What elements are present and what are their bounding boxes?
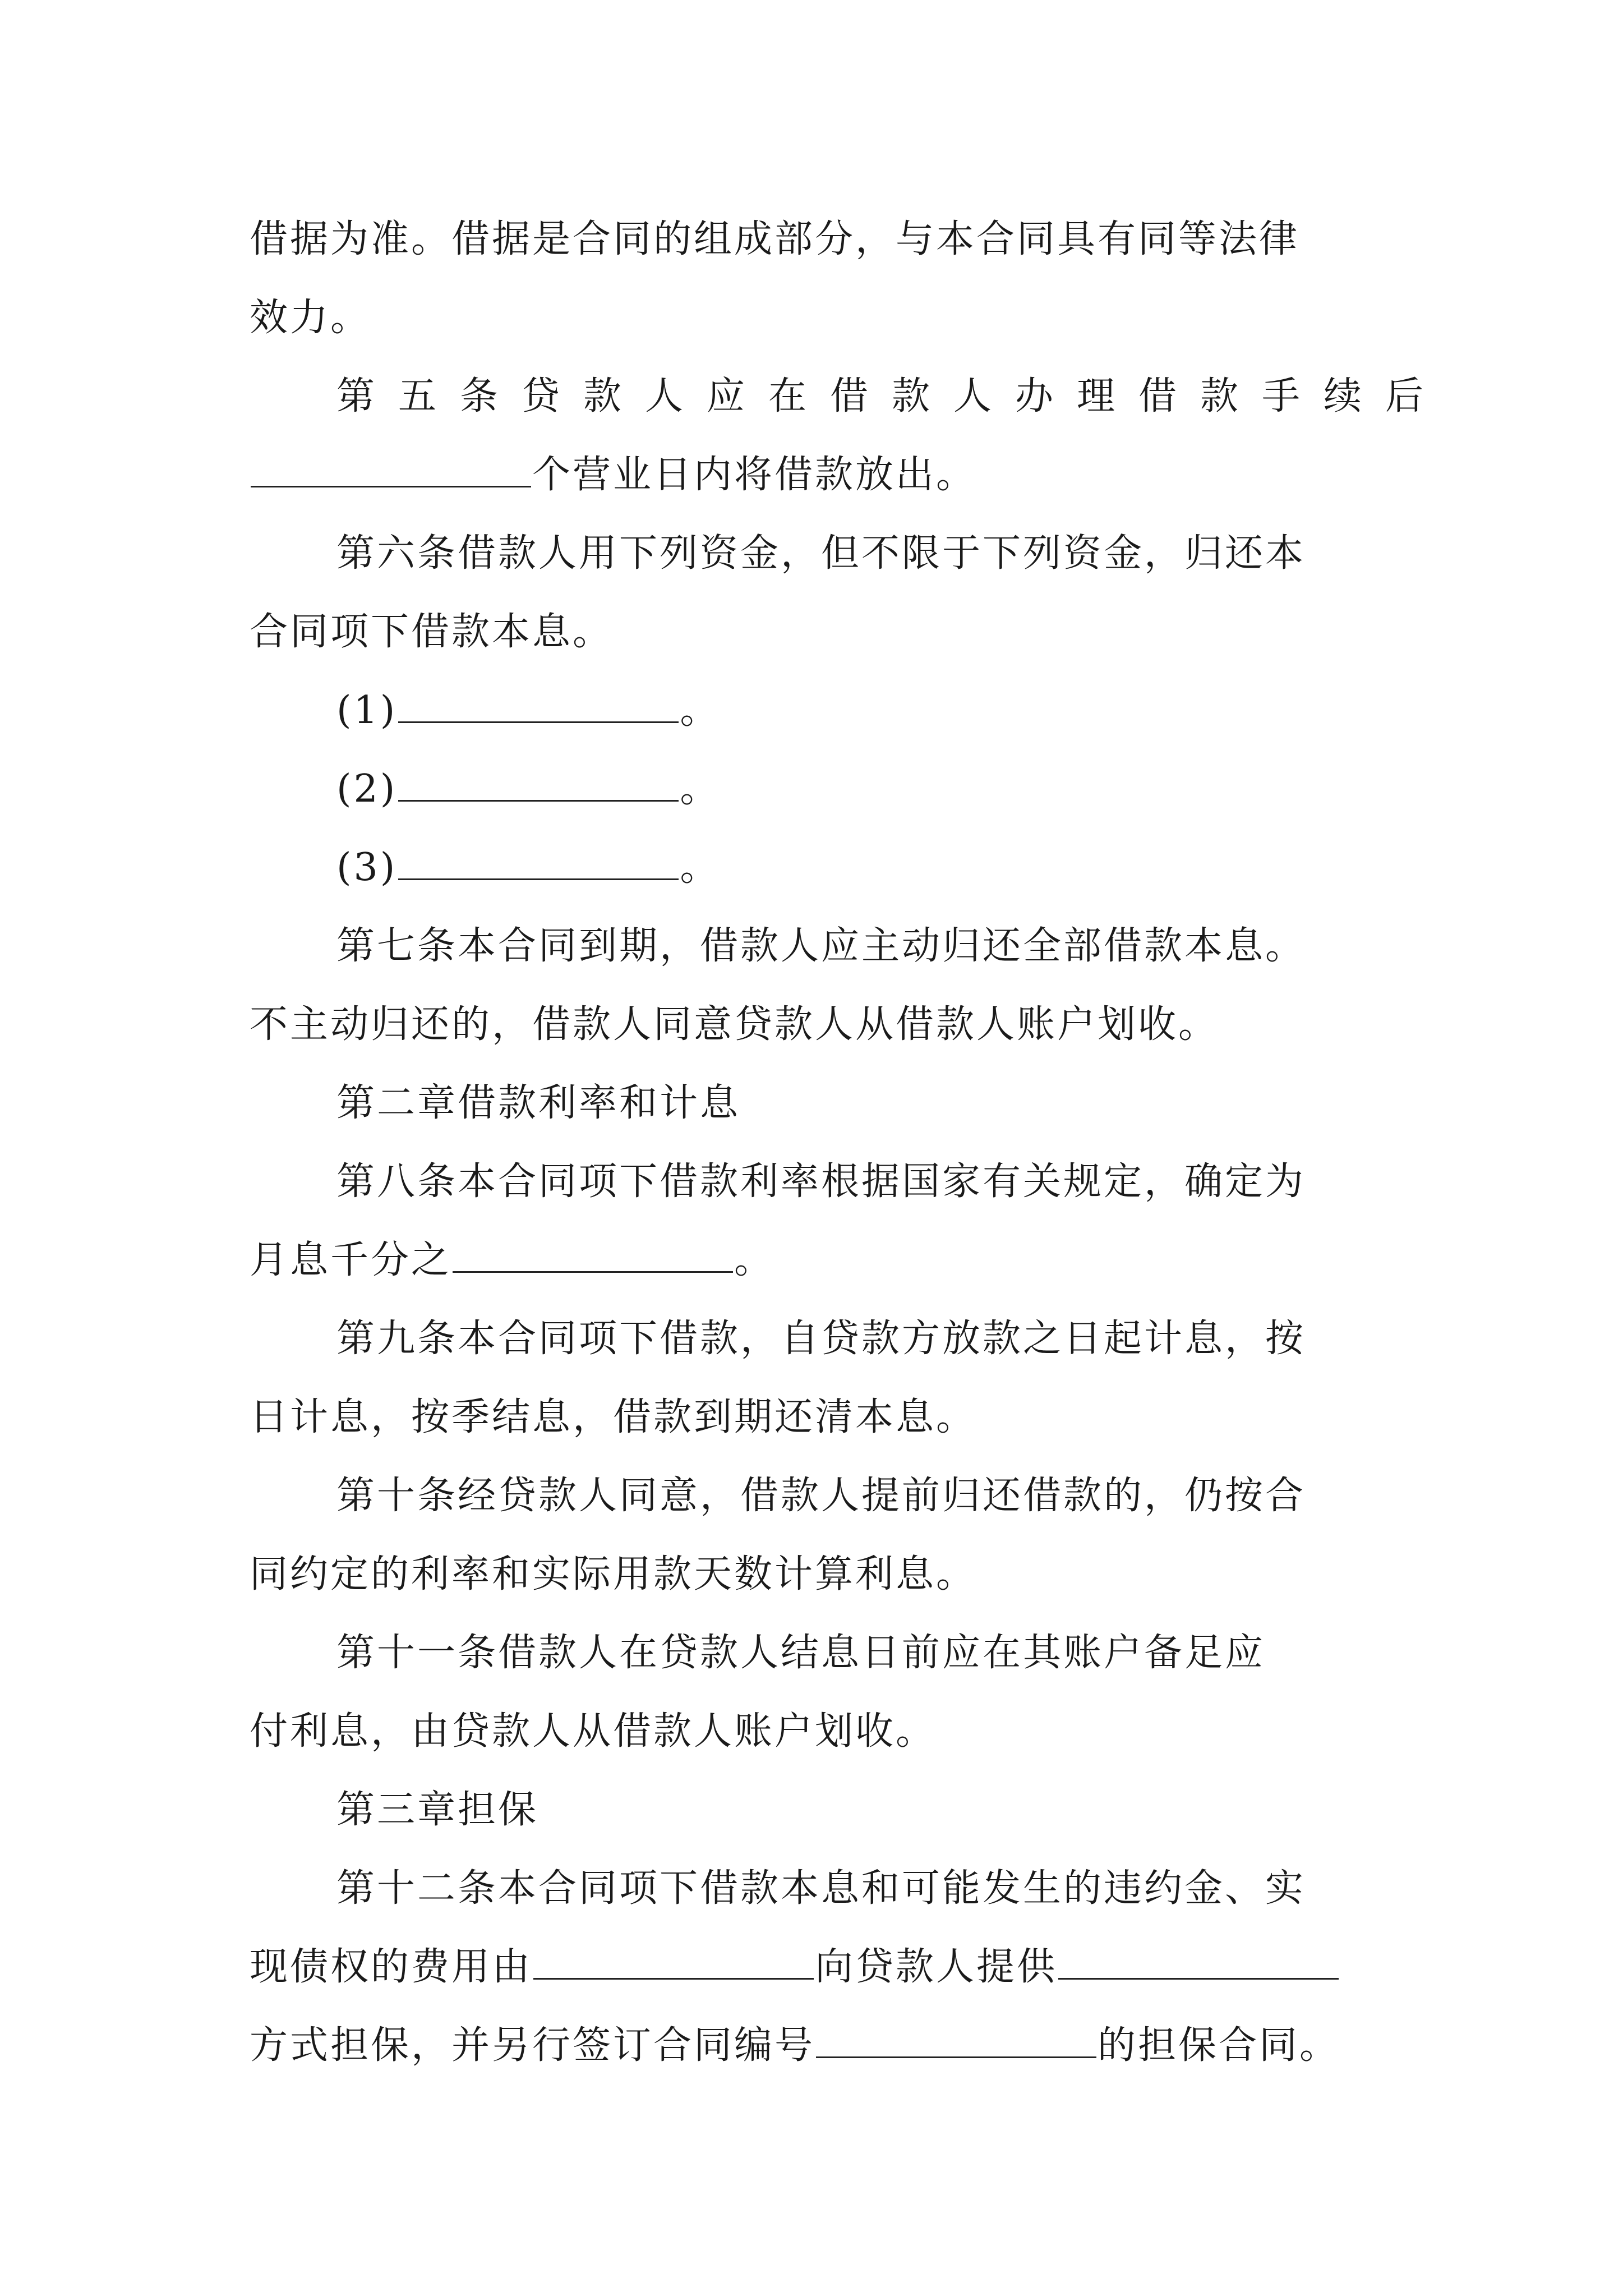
chapter-heading xyxy=(336,1779,1388,1841)
fill-in-blank[interactable] xyxy=(533,1940,814,1980)
text-run: 日计息，按季结息，借款到期还清本息。 xyxy=(250,1395,977,1439)
text-line xyxy=(250,994,1388,1056)
text-line xyxy=(250,1387,1388,1448)
text-run: 向贷款人提供 xyxy=(815,1945,1058,1989)
fill-in-blank[interactable] xyxy=(398,683,679,723)
text-run: 月息千分之 xyxy=(250,1238,452,1282)
chapter-heading xyxy=(336,1073,1388,1134)
text-line xyxy=(336,1858,1388,1920)
text-run: 方式担保，并另行签订合同编号 xyxy=(250,2023,815,2068)
text-line xyxy=(336,523,1388,585)
text-run: 。 xyxy=(680,767,721,811)
text-run: 个营业日内将借款放出。 xyxy=(532,453,977,497)
text-run: 第六条借款人用下列资金，但不限于下列资金，归还本 xyxy=(336,531,1306,576)
text-run: 现债权的费用由 xyxy=(250,1945,533,1989)
text-run: 第十条经贷款人同意，借款人提前归还借款的，仍按合 xyxy=(336,1474,1306,1518)
fill-in-blank[interactable] xyxy=(398,762,679,802)
text-line xyxy=(250,601,1388,663)
list-number: (3) xyxy=(336,845,398,890)
text-line xyxy=(336,1308,1388,1370)
list-number: (2) xyxy=(336,767,398,811)
text-line xyxy=(336,1151,1388,1213)
text-line xyxy=(250,209,1388,270)
text-line xyxy=(336,915,1388,977)
text-line xyxy=(250,287,1388,349)
list-item xyxy=(336,680,1388,742)
text-run: 。 xyxy=(734,1238,775,1282)
list-item xyxy=(336,837,1388,899)
text-line xyxy=(250,1230,1388,1291)
text-line xyxy=(250,2015,1388,2077)
text-line xyxy=(250,1936,1388,1998)
text-run: 。 xyxy=(680,845,721,890)
text-run: 第五条贷款人应在借款人办理借款手续后 xyxy=(336,374,1447,418)
fill-in-blank[interactable] xyxy=(251,448,531,487)
text-run: 。 xyxy=(680,688,721,733)
fill-in-blank[interactable] xyxy=(1058,1940,1339,1980)
text-run: 第三章担保 xyxy=(336,1788,539,1832)
text-run: 第九条本合同项下借款，自贷款方放款之日起计息，按 xyxy=(336,1317,1306,1361)
text-run: 效力。 xyxy=(250,296,371,340)
text-run: 不主动归还的，借款人同意贷款人从借款人账户划收。 xyxy=(250,1002,1219,1047)
text-run: 第七条本合同到期，借款人应主动归还全部借款本息。 xyxy=(336,924,1306,968)
text-line xyxy=(250,444,1388,506)
text-line xyxy=(250,1701,1388,1763)
text-run: 合同项下借款本息。 xyxy=(250,610,614,654)
fill-in-blank[interactable] xyxy=(398,840,679,880)
fill-in-blank[interactable] xyxy=(816,2018,1096,2058)
fill-in-blank[interactable] xyxy=(453,1233,733,1273)
text-run: 第十二条本合同项下借款本息和可能发生的违约金、实 xyxy=(336,1866,1306,1911)
text-run: 第十一条借款人在贷款人结息日前应在其账户备足应 xyxy=(336,1631,1266,1675)
text-run: 的担保合同。 xyxy=(1098,2023,1340,2068)
text-run: 借据为准。借据是合同的组成部分，与本合同具有同等法律 xyxy=(250,217,1300,261)
list-item xyxy=(336,758,1388,820)
text-line xyxy=(336,1622,1388,1684)
text-run: 同约定的利率和实际用款天数计算利息。 xyxy=(250,1552,977,1596)
text-run: 第二章借款利率和计息 xyxy=(336,1081,741,1125)
list-number: (1) xyxy=(336,688,398,733)
text-run: 付利息，由贷款人从借款人账户划收。 xyxy=(250,1709,937,1754)
text-line xyxy=(336,1465,1388,1527)
text-run: 第八条本合同项下借款利率根据国家有关规定，确定为 xyxy=(336,1159,1306,1204)
text-line xyxy=(336,366,1447,427)
text-line xyxy=(250,1544,1388,1605)
